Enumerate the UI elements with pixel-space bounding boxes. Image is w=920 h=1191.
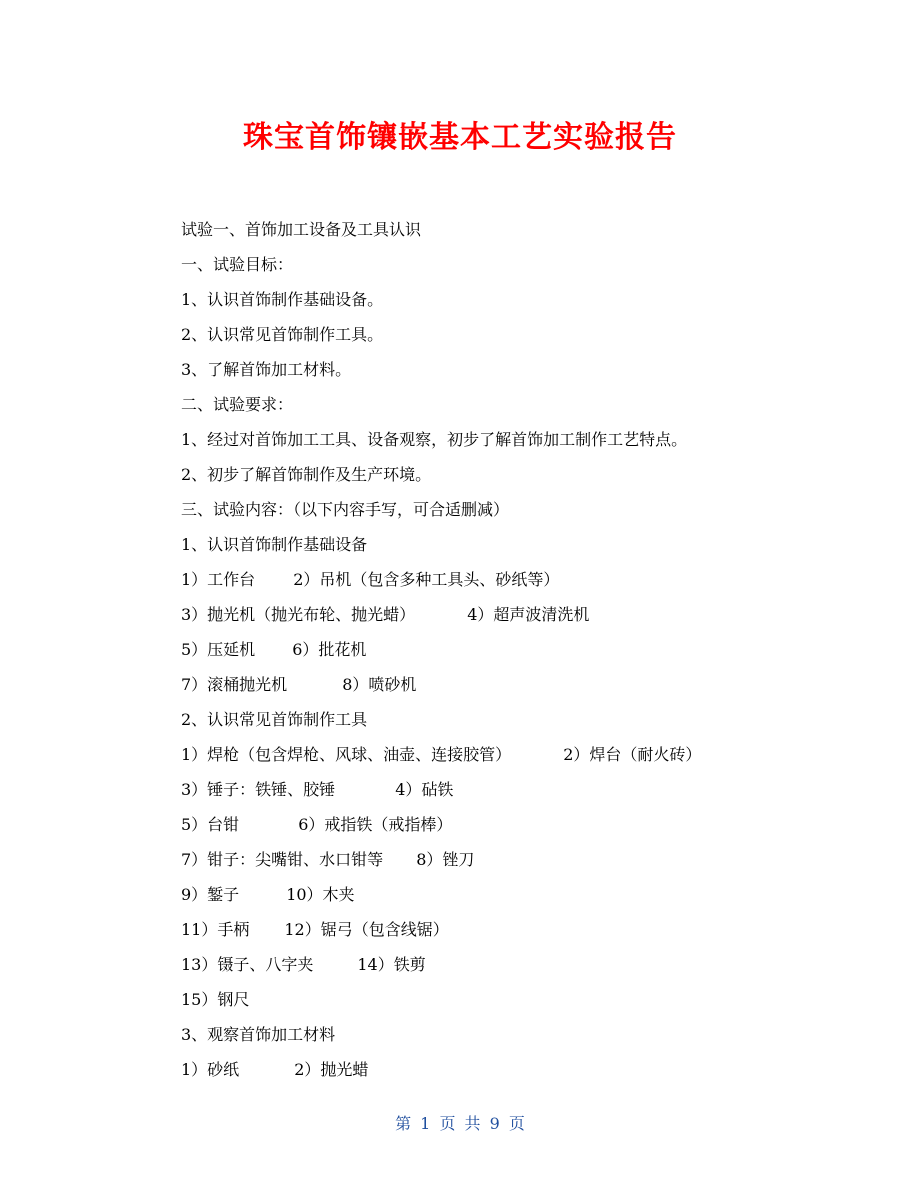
text-line bbox=[181, 387, 821, 422]
text-segment: 2）吊机（包含多种工具头、砂纸等） bbox=[293, 570, 560, 589]
text-line bbox=[181, 527, 821, 562]
text-segment: 11）手柄 bbox=[181, 920, 250, 939]
text-segment: 2）焊台（耐火砖） bbox=[563, 745, 702, 764]
text-line bbox=[181, 422, 821, 457]
document-title: 珠宝首饰镶嵌基本工艺实验报告 bbox=[243, 120, 677, 155]
text-segment: 2、初步了解首饰制作及生产环境。 bbox=[181, 465, 432, 484]
text-segment: 6）戒指铁（戒指棒） bbox=[298, 815, 453, 834]
text-line bbox=[181, 982, 821, 1017]
text-line bbox=[181, 492, 821, 527]
text-segment: 12）锯弓（包含线锯） bbox=[284, 920, 449, 939]
text-segment: 4）超声波清洗机 bbox=[467, 605, 590, 624]
text-segment: 1、认识首饰制作基础设备。 bbox=[181, 290, 384, 309]
text-segment: 14）铁剪 bbox=[357, 955, 426, 974]
text-line bbox=[181, 807, 821, 842]
text-line bbox=[181, 247, 821, 282]
text-segment: 1）焊枪（包含焊枪、风球、油壶、连接胶管） bbox=[181, 745, 512, 764]
text-segment: 一、试验目标： bbox=[181, 255, 294, 274]
text-line bbox=[181, 632, 821, 667]
text-line bbox=[181, 947, 821, 982]
text-line bbox=[181, 317, 821, 352]
text-segment: 3）抛光机（抛光布轮、抛光蜡） bbox=[181, 605, 416, 624]
text-line bbox=[181, 1017, 821, 1052]
text-segment: 7）钳子：尖嘴钳、水口钳等 bbox=[181, 850, 384, 869]
text-segment: 2）抛光蜡 bbox=[294, 1060, 369, 1079]
text-line bbox=[181, 772, 821, 807]
text-segment: 二、试验要求： bbox=[181, 395, 294, 414]
document-body bbox=[181, 212, 821, 1087]
text-segment: 2、认识常见首饰制作工具 bbox=[181, 710, 368, 729]
text-line bbox=[181, 212, 821, 247]
text-segment: 3、观察首饰加工材料 bbox=[181, 1025, 336, 1044]
text-segment: 10）木夹 bbox=[286, 885, 355, 904]
text-line bbox=[181, 562, 821, 597]
text-segment: 9）錾子 bbox=[181, 885, 240, 904]
text-segment: 3、了解首饰加工材料。 bbox=[181, 360, 352, 379]
text-line bbox=[181, 667, 821, 702]
text-segment: 2、认识常见首饰制作工具。 bbox=[181, 325, 384, 344]
text-segment: 5）台钳 bbox=[181, 815, 240, 834]
page-number-footer: 第 1 页 共 9 页 bbox=[395, 1114, 525, 1133]
text-segment: 4）砧铁 bbox=[395, 780, 454, 799]
text-line bbox=[181, 457, 821, 492]
text-line bbox=[181, 842, 821, 877]
text-line bbox=[181, 597, 821, 632]
text-segment: 1）工作台 bbox=[181, 570, 256, 589]
text-segment: 1、认识首饰制作基础设备 bbox=[181, 535, 368, 554]
text-line bbox=[181, 877, 821, 912]
text-line bbox=[181, 702, 821, 737]
text-segment: 1、经过对首饰加工工具、设备观察，初步了解首饰加工制作工艺特点。 bbox=[181, 430, 688, 449]
text-segment: 5）压延机 bbox=[181, 640, 256, 659]
text-segment: 6）批花机 bbox=[292, 640, 367, 659]
text-segment: 三、试验内容：（以下内容手写，可合适删减） bbox=[181, 500, 510, 519]
text-line bbox=[181, 352, 821, 387]
text-line bbox=[181, 737, 821, 772]
text-line bbox=[181, 912, 821, 947]
text-segment: 8）喷砂机 bbox=[342, 675, 417, 694]
text-line bbox=[181, 282, 821, 317]
text-segment: 8）锉刀 bbox=[416, 850, 475, 869]
text-segment: 15）钢尺 bbox=[181, 990, 250, 1009]
text-segment: 13）镊子、八字夹 bbox=[181, 955, 314, 974]
text-segment: 7）滚桶抛光机 bbox=[181, 675, 288, 694]
text-line bbox=[181, 1052, 821, 1087]
text-segment: 1）砂纸 bbox=[181, 1060, 240, 1079]
text-segment: 3）锤子：铁锤、胶锤 bbox=[181, 780, 336, 799]
text-segment: 试验一、首饰加工设备及工具认识 bbox=[181, 220, 422, 239]
